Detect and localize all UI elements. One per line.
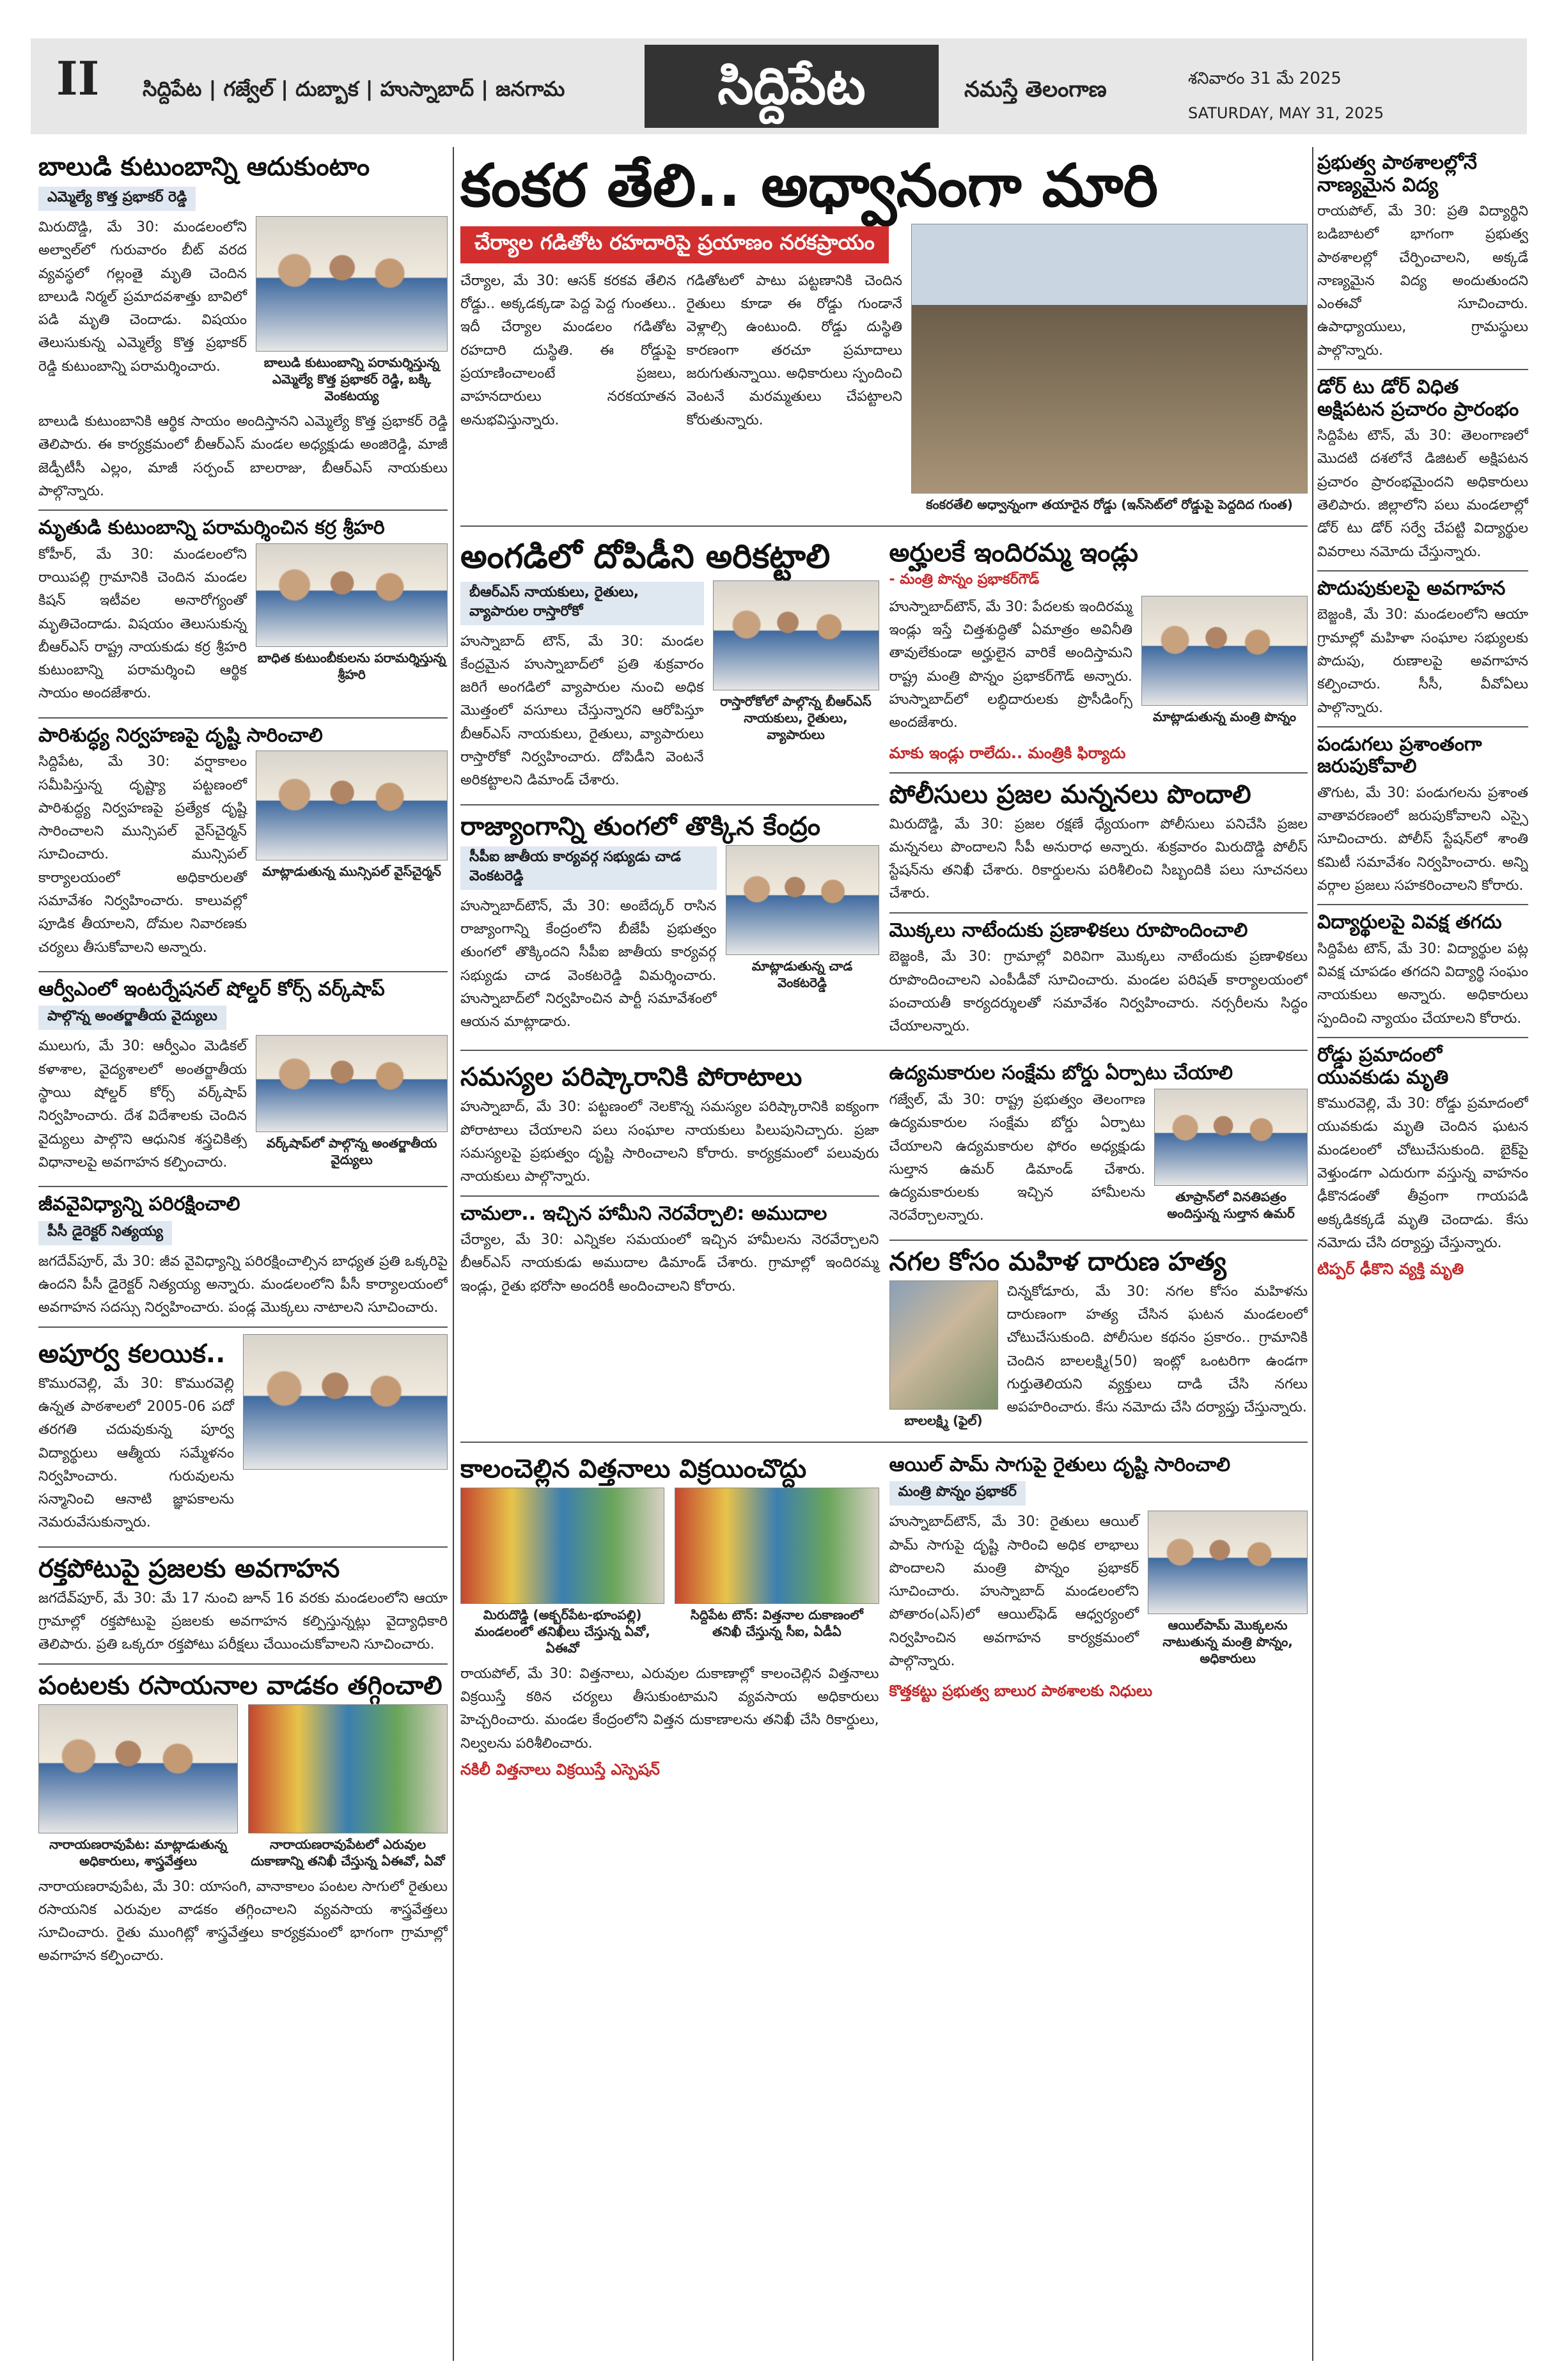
news-photo	[1154, 1089, 1308, 1186]
article	[460, 812, 879, 1039]
paper-name: నమస్తే తెలంగాణ	[964, 77, 1107, 102]
article-body: బాలుడి కుటుంబానికి ఆర్థిక సాయం అందిస్తానని ఎమ్మెల్యే కొత్త ప్రభాకర్ రెడ్డి తెలిపారు. ఈ కార్యక్రమంలో బీఆర్‌ఎస్ మండల అధ్యక్షుడు అంజిరెడ్డి, మాజీ జెడ్పీటీసీ ఎల్లం, మాజీ సర్పంచ్ బాలరాజు, బీఆర్‌ఎస్ నాయకులు పాల్గొన్నారు.	[38, 414, 448, 499]
sub-heading: టిప్పర్ ఢీకొని వ్యక్తి మృతి	[1317, 1260, 1464, 1279]
article	[889, 1062, 1308, 1233]
news-photo	[256, 751, 448, 860]
center-column	[460, 147, 1308, 2361]
sub-headline: చేర్యాల గడితోట రహదారిపై ప్రయాణం నరకప్రాయం	[460, 226, 889, 263]
news-photo	[256, 543, 448, 647]
article	[1317, 377, 1528, 564]
article-body: కోహీర్, మే 30: మండలంలోని రాయిపల్లి గ్రామానికి చెందిన మండల కిషన్ ఇటీవల అనారోగ్యంతో మృతిచెందాడు. విషయం తెలుసుకున్న బీఆర్‌ఎస్ రాష్ట్ర నాయకుడు కర్ర శ్రీహరి కుటుంబాన్ని పరామర్శించి ఆర్థిక సాయం అందజేశారు.	[38, 546, 247, 702]
news-photo	[675, 1488, 879, 1604]
news-photo	[460, 1488, 664, 1604]
headline: మొక్కలు నాటేందుకు ప్రణాళికలు రూపొందించాలి	[889, 919, 1248, 942]
date-english: SATURDAY, MAY 31, 2025	[1188, 104, 1384, 122]
headline: విద్యార్థులపై వివక్ష తగదు	[1317, 911, 1502, 934]
article-body: చిన్నకోడూరు, మే 30: నగల కోసం మహిళను దారుణంగా హత్య చేసిన ఘటన మండలంలో చోటుచేసుకుంది. పోలీసుల కథనం ప్రకారం.. గ్రామానికి చెందిన బాలలక్ష్మి(50) ఇంట్లో ఒంటరిగా ఉండగా గుర్తుతెలియని వ్యక్తులు దాడి చేసి నగలు అపహరించారు. కేసు నమోదు చేసి దర్యాప్తు చేస్తున్నారు.	[1006, 1283, 1308, 1416]
article-body: మిరుదొడ్డి, మే 30: ప్రజల రక్షణే ధ్యేయంగా పోలీసులు పనిచేసి ప్రజల మన్ననలు పొందాలని సీపీ అనురాధ అన్నారు. శుక్రవారం మిరుదొడ్డి పోలీస్ స్టేషన్‌ను తనిఖీ చేశారు. రికార్డులను పరిశీలించి సిబ్బందికి పలు సూచనలు చేశారు.	[889, 816, 1308, 902]
article-body: సిద్దిపేట టౌన్, మే 30: విద్యార్థుల పట్ల వివక్ష చూపడం తగదని విద్యార్థి సంఘం నాయకులు అన్నారు. అధికారులు స్పందించి న్యాయం చేయాలని కోరారు.	[1317, 940, 1528, 1027]
article-body: ములుగు, మే 30: ఆర్వీఎం మెడికల్ కళాశాల, వైద్యశాలలో అంతర్జాతీయ స్థాయి షోల్డర్ కోర్స్ వర్క్‌షాప్ నిర్వహించారు. దేశ విదేశాలకు చెందిన వైద్యులు పాల్గొని ఆధునిక శస్త్రచికిత్స విధానాలపై అవగాహన కల్పించారు.	[38, 1038, 247, 1171]
article-body: తొగుట, మే 30: పండుగలను ప్రశాంత వాతావరణంలో జరుపుకోవాలని ఎస్సై సూచించారు. పోలీస్ స్టేషన్‌లో శాంతి కమిటీ సమావేశం నిర్వహించారు. అన్ని వర్గాల ప్రజలు సహకరించాలని కోరారు.	[1317, 784, 1528, 894]
photo-caption: మాట్లాడుతున్న మున్సిపల్ వైస్‌చైర్మన్	[262, 864, 441, 880]
article	[889, 1247, 1308, 1435]
photo-caption: ఆయిల్‌పామ్ మొక్కలను నాటుతున్న మంత్రి పొన్నం, అధికారులు	[1162, 1617, 1293, 1667]
headline: అర్హులకే ఇందిరమ్మ ఇండ్లు	[889, 538, 1138, 568]
headline: ఉద్యమకారుల సంక్షేమ బోర్డు ఏర్పాటు చేయాలి	[889, 1062, 1233, 1085]
article-body: హుస్నాబాద్‌టౌన్, మే 30: పేదలకు ఇందిరమ్మ ఇండ్లు ఇస్తే చిత్తశుద్ధితో ఏమాత్రం అవినీతి తావులేకుండా అర్హులైన వారికే అందిస్తామని రాష్ట్ర మంత్రి పొన్నం ప్రభాకర్‌గౌడ్ అన్నారు. హుస్నాబాద్‌లో లబ్ధిదారులకు ప్రొసీడింగ్స్ అందజేశారు.	[889, 598, 1132, 731]
article	[460, 1203, 879, 1298]
photo-caption: వర్క్‌షాప్‌లో పాల్గొన్న అంతర్జాతీయ వైద్యులు	[266, 1135, 437, 1168]
lead-article	[460, 152, 1308, 519]
news-photo	[256, 216, 448, 352]
article-body: జగదేవ్‌పూర్, మే 30: మే 17 నుంచి జూన్ 16 వరకు మండలంలోని ఆయా గ్రామాల్లో రక్తపోటుపై ప్రజలకు అవగాహన కల్పిస్తున్నట్లు వైద్యాధికారి తెలిపారు. ప్రతి ఒక్కరూ రక్తపోటు పరీక్షలు చేయించుకోవాలని సూచించారు.	[38, 1590, 448, 1653]
headline: బాలుడి కుటుంబాన్ని ఆదుకుంటాం	[38, 152, 370, 182]
byline: పీసీ డైరెక్టర్ నిత్యయ్య	[38, 1221, 172, 1245]
headline: సమస్యల పరిష్కారానికి పోరాటాలు	[460, 1062, 802, 1093]
article	[889, 538, 1308, 766]
news-photo	[38, 1704, 238, 1833]
photo-caption: మాట్లాడుతున్న చాడ వెంకటరెడ్డి	[751, 958, 853, 990]
byline: పాల్గొన్న అంతర్జాతీయ వైద్యులు	[38, 1006, 226, 1030]
news-photo	[1148, 1511, 1308, 1614]
masthead	[31, 38, 1527, 134]
article	[460, 1454, 879, 1782]
headline: ప్రభుత్వ పాఠశాలల్లోనే నాణ్యమైన విద్య	[1317, 152, 1477, 196]
edition-title: సిద్దిపేట	[645, 45, 939, 128]
news-photo	[243, 1334, 448, 1470]
sub-heading: మాకు ఇండ్లు రాలేదు.. మంత్రికి ఫిర్యాదు	[889, 743, 1126, 762]
date-telugu: శనివారం 31 మే 2025	[1188, 69, 1342, 88]
photo-caption: బాలుడి కుటుంబాన్ని పరామర్శిస్తున్న ఎమ్మెల్యే కొత్త ప్రభాకర్ రెడ్డి, బక్కి వెంకటయ్య	[263, 355, 440, 403]
lead-photo	[911, 224, 1308, 494]
photo-caption: సిద్దిపేట టౌన్: విత్తనాల దుకాణంలో తనిఖీ చేస్తున్న సీఐ, ఏడీఏ	[690, 1606, 863, 1639]
headline: చామలా.. ఇచ్చిన హామీని నెరవేర్చాలి: అముదాల	[460, 1202, 827, 1225]
sub-heading: నకిలీ విత్తనాలు విక్రయిస్తే ఎస్పెషన్	[460, 1760, 660, 1778]
article	[38, 1554, 448, 1657]
article-body: నారాయణరావుపేట, మే 30: యాసంగి, వానాకాలం పంటల సాగులో రైతులు రసాయనిక ఎరువుల వాడకం తగ్గించాలని వ్యవసాయ శాస్త్రవేత్తలు సూచించారు. రైతు ముంగిట్లో శాస్త్రవేత్తలు కార్యక్రమంలో భాగంగా గ్రామాల్లో అవగాహన కల్పించారు.	[38, 1878, 448, 1964]
article-body: బెజ్జంకి, మే 30: గ్రామాల్లో విరివిగా మొక్కలు నాటేందుకు ప్రణాళికలు రూపొందించాలని ఎంపీడీవో సూచించారు. మండల పరిషత్ కార్యాలయంలో పంచాయతీ కార్యదర్శులతో సమావేశం నిర్వహించారు. నర్సరీలను సిద్ధం చేయాలన్నారు.	[889, 949, 1308, 1035]
article-body: కొమురవెల్లి, మే 30: రోడ్డు ప్రమాదంలో యువకుడు మృతి చెందిన ఘటన మండలంలో చోటుచేసుకుంది. బైక్‌పై వెళ్తుండగా ఎదురుగా వస్తున్న వాహనం ఢీకొనడంతో తీవ్రంగా గాయపడి అక్కడికక్కడే మృతి చెందాడు. కేసు నమోదు చేసి దర్యాప్తు చేస్తున్నారు.	[1317, 1096, 1528, 1251]
article	[38, 1334, 448, 1540]
headline: ఆయిల్ పామ్ సాగుపై రైతులు దృష్టి సారించాలి	[889, 1453, 1231, 1476]
article-body: హుస్నాబాద్, మే 30: పట్టణంలో నెలకొన్న సమస్యల పరిష్కారానికి ఐక్యంగా పోరాటాలు చేయాలని పలు సంఘాల నాయకులు పిలుపునిచ్చారు. ప్రజా సమస్యలపై ప్రభుత్వం దృష్టి సారించాలని కోరారు. కార్యక్రమంలో పలువురు నాయకులు పాల్గొన్నారు.	[460, 1099, 879, 1185]
byline: ఎమ్మెల్యే కొత్త ప్రభాకర్ రెడ్డి	[38, 187, 196, 211]
article	[460, 1062, 879, 1188]
headline: రక్తపోటుపై ప్రజలకు అవగాహన	[38, 1553, 340, 1583]
byline: - మంత్రి పొన్నం ప్రభాకర్‌గౌడ్	[889, 571, 1040, 587]
article	[1317, 912, 1528, 1031]
photo-caption: నారాయణరావుపేట: మాట్లాడుతున్న అధికారులు, శాస్త్రవేత్తలు	[49, 1836, 228, 1869]
headline: పోలీసులు ప్రజల మన్ననలు పొందాలి	[889, 779, 1251, 809]
article-body: సిద్దిపేట టౌన్, మే 30: తెలంగాణలో మొదటి దశలోనే డిజిటల్ అక్షిపటన ప్రచారం ప్రారంభమైందని అధికారులు తెలిపారు. జిల్లాలోని పలు మండలాల్లో డోర్ టు డోర్ సర్వే చేపట్టి విద్యార్థుల వివరాలు నమోదు చేస్తున్నారు.	[1317, 428, 1528, 560]
news-photo	[726, 845, 879, 955]
news-photo	[713, 580, 879, 690]
article	[1317, 152, 1528, 362]
photo-caption: మిరుదొడ్డి (అక్బర్‌పేట-భూంపల్లి) మండలంలో తనిఖీలు చేస్తున్న ఏవో, ఏఈవో	[474, 1606, 650, 1656]
article	[1317, 734, 1528, 898]
photo-caption: రాస్తారోకోలో పాల్గొన్న బీఆర్‌ఎస్ నాయకులు, రైతులు, వ్యాపారులు	[720, 693, 872, 742]
right-column	[1317, 147, 1528, 2361]
headline: మృతుడి కుటుంబాన్ని పరామర్శించిన కర్ర శ్రీహరి	[38, 517, 385, 540]
article-body: జగదేవ్‌పూర్, మే 30: జీవ వైవిధ్యాన్ని పరిరక్షించాల్సిన బాధ్యత ప్రతి ఒక్కరిపై ఉందని పీసీ డైరెక్టర్ నిత్యయ్య అన్నారు. మండలంలోని పీసీ కార్యాలయంలో అవగాహన సదస్సు నిర్వహించారు. పండ్ల మొక్కలు నాటాలని సూచించారు.	[38, 1253, 448, 1316]
article-body: రాయపోల్, మే 30: విత్తనాలు, ఎరువుల దుకాణాల్లో కాలంచెల్లిన విత్తనాలు విక్రయిస్తే కఠిన చర్యలు తీసుకుంటామని వ్యవసాయ అధికారులు హెచ్చరించారు. మండల కేంద్రంలోని విత్తన దుకాణాలను తనిఖీ చేసి రికార్డులు, నిల్వలను పరిశీలించారు.	[460, 1665, 879, 1752]
article-body: హుస్నాబాద్‌టౌన్, మే 30: అంబేద్కర్ రాసిన రాజ్యాంగాన్ని కేంద్రంలోని బీజేపీ ప్రభుత్వం తుంగలో తొక్కిందని సీపీఐ జాతీయ కార్యవర్గ సభ్యుడు చాడ వెంకటరెడ్డి విమర్శించారు. హుస్నాబాద్‌లో నిర్వహించిన పార్టీ సమావేశంలో ఆయన మాట్లాడారు.	[460, 898, 717, 1031]
article-body: కొమురవెల్లి, మే 30: కొమురవెల్లి ఉన్నత పాఠశాలలో 2005-06 పదో తరగతి చదువుకున్న పూర్వ విద్యార్థులు ఆత్మీయ సమ్మేళనం నిర్వహించారు. గురువులను సన్మానించి ఆనాటి జ్ఞాపకాలను నెమరువేసుకున్నారు.	[38, 1375, 234, 1531]
page-number: II	[56, 51, 100, 105]
headline: రోడ్డు ప్రమాదంలో యువకుడు మృతి	[1317, 1044, 1449, 1089]
edition-towns: సిద్దిపేట | గజ్వేల్ | దుబ్బాక | హుస్నాబాద్ | జనగామ	[143, 77, 565, 101]
photo-caption: బాధిత కుటుంబీకులను పరామర్శిస్తున్న శ్రీహరి	[257, 649, 446, 682]
sub-heading: కొత్తకట్టు ప్రభుత్వ బాలుర పాఠశాలకు నిధులు	[889, 1682, 1153, 1700]
article	[889, 780, 1308, 906]
headline: అంగడిలో దోపిడీని అరికట్టాలి	[460, 537, 831, 576]
byline: మంత్రి పొన్నం ప్రభాకర్	[889, 1481, 1026, 1505]
article-body: సిద్దిపేట, మే 30: వర్షాకాలం సమీపిస్తున్న దృష్ట్యా పట్టణంలో పారిశుద్ధ్య నిర్వహణపై ప్రత్యేక దృష్టి సారించాలని మున్సిపల్ వైస్‌చైర్మన్ సూచించారు. మున్సిపల్ కార్యాలయంలో అధికారులతో సమావేశం నిర్వహించారు. కాలువల్లో పూడిక తీయాలని, దోమల నివారణకు చర్యలు తీసుకోవాలని అన్నారు.	[38, 754, 247, 956]
headline: నగల కోసం మహిళ దారుణ హత్య	[889, 1247, 1226, 1277]
article	[889, 920, 1308, 1039]
photo-caption: కంకరతేలి అధ్వాన్నంగా తయారైన రోడ్డు (ఇన్‌సెట్‌లో రోడ్డుపై పెద్దదిద గుంత)	[926, 496, 1293, 512]
article	[1317, 1045, 1528, 1282]
headline: ఆర్వీఎంలో ఇంటర్నేషనల్ షోల్డర్ కోర్స్ వర్క్‌షాప్	[38, 977, 385, 1000]
article	[38, 979, 448, 1179]
article	[1317, 578, 1528, 720]
article-body: హుస్నాబాద్ టౌన్, మే 30: మండల కేంద్రమైన హుస్నాబాద్‌లో ప్రతి శుక్రవారం జరిగే అంగడిలో వ్యాపారుల నుంచి అధిక మొత్తంలో వసూలు చేస్తున్నారని ఆరోపిస్తూ బీఆర్‌ఎస్ నాయకులు, రైతులు, వ్యాపారులు రాస్తారోకో నిర్వహించారు. దోపిడీని వెంటనే అరికట్టాలని డిమాండ్ చేశారు.	[460, 633, 704, 789]
byline: సీపీఐ జాతీయ కార్యవర్గ సభ్యుడు చాడ వెంకటరెడ్డి	[460, 846, 717, 890]
article	[38, 725, 448, 965]
headline: పారిశుద్ధ్య నిర్వహణపై దృష్టి సారించాలి	[38, 724, 323, 747]
article-body: చేర్యాల, మే 30: ఎన్నికల సమయంలో ఇచ్చిన హామీలను నెరవేర్చాలని బీఆర్‌ఎస్ నాయకుడు అముదాల డిమాండ్ చేశారు. గ్రామాల్లో ఇందిరమ్మ ఇండ్లు, రైతు భరోసా అందరికీ అందించాలని కోరారు.	[460, 1232, 879, 1295]
news-photo	[256, 1035, 448, 1132]
article-body: బెజ్జంకి, మే 30: మండలంలోని ఆయా గ్రామాల్లో మహిళా సంఘాల సభ్యులకు పొదుపు, రుణాలపై అవగాహన కల్పించారు. సీసీ, వీవోఏలు పాల్గొన్నారు.	[1317, 607, 1528, 716]
article	[38, 1671, 448, 1968]
photo-caption: నారాయణరావుపేటలో ఎరువుల దుకాణాన్ని తనిఖీ చేస్తున్న ఏఈవో, ఏవో	[251, 1836, 445, 1869]
headline: పంటలకు రసాయనాల వాడకం తగ్గించాలి	[38, 1670, 442, 1700]
news-photo	[1141, 596, 1308, 706]
article	[38, 517, 448, 711]
article-body: మిరుదొడ్డి, మే 30: మండలంలోని అల్వాల్‌లో గురువారం బీట్ వరద వ్యవస్థలో గల్లంతై మృతి చెందిన బాలుడి నిర్మల్ ప్రమాదవశాత్తు బావిలో పడి మృతి చెందాడు. విషయం తెలుసుకున్న ఎమ్మెల్యే కొత్త ప్రభాకర్ రెడ్డి కుటుంబాన్ని పరామర్శించారు.	[38, 219, 247, 375]
photo-caption: మాట్లాడుతున్న మంత్రి పొన్నం	[1152, 708, 1297, 724]
headline: కాలంచెల్లిన విత్తనాలు విక్రయించొద్దు	[460, 1454, 807, 1484]
article-body: గజ్వేల్, మే 30: రాష్ట్ర ప్రభుత్వం తెలంగాణ ఉద్యమకారుల సంక్షేమ బోర్డు ఏర్పాటు చేయాలని ఉద్యమకారుల ఫోరం అధ్యక్షుడు సుల్తాన ఉమర్ డిమాండ్ చేశారు. ఉద్యమకారులకు ఇచ్చిన హామీలను నెరవేర్చాలన్నారు.	[889, 1091, 1145, 1224]
headline: పొదుపుకులపై అవగాహన	[1317, 577, 1506, 600]
article	[889, 1454, 1308, 1704]
article-body: రాయపోల్, మే 30: ప్రతి విద్యార్థిని బడిబాటలో భాగంగా ప్రభుత్వ పాఠశాలల్లో చేర్పించాలని, అక్కడే నాణ్యమైన విద్య అందుతుందని ఎంఈవో సూచించారు. ఉపాధ్యాయులు, గ్రామస్థులు పాల్గొన్నారు.	[1317, 203, 1528, 359]
article-body: గడితోటలో పాటు పట్టణానికి చెందిన రైతులు కూడా ఈ రోడ్డు గుండానే వెళ్లాల్సి ఉంటుంది. రోడ్డు దుస్థితి కారణంగా తరచూ ప్రమాదాలు జరుగుతున్నాయి. అధికారులు స్పందించి వెంటనే మరమ్మతులు చేపట్టాలని కోరుతున్నారు.	[686, 272, 902, 428]
headline: జీవవైవిధ్యాన్ని పరిరక్షించాలి	[38, 1193, 240, 1216]
portrait-photo	[889, 1280, 998, 1410]
column-divider	[453, 147, 454, 2361]
article	[38, 1194, 448, 1319]
headline: అపూర్వ కలయిక..	[38, 1339, 226, 1369]
headline: డోర్ టు డోర్ విధిత అక్షిపటన ప్రచారం ప్రారంభం	[1317, 376, 1519, 421]
article-body: హుస్నాబాద్‌టౌన్, మే 30: రైతులు ఆయిల్ పామ్ సాగుపై దృష్టి సారించి అధిక లాభాలు పొందాలని మంత్రి పొన్నం ప్రభాకర్ సూచించారు. హుస్నాబాద్ మండలంలోని పోతారం(ఎస్)లో ఆయిల్‌ఫెడ్ ఆధ్వర్యంలో నిర్వహించిన అవగాహన కార్యక్రమంలో పాల్గొన్నారు.	[889, 1514, 1139, 1670]
column-divider	[1312, 147, 1313, 2361]
article-body: చేర్యాల, మే 30: ఆసక్ కరకవ తేలిన రోడ్డు.. అక్కడక్కడా పెద్ద పెద్ద గుంతలు.. ఇదీ చేర్యాల మండలం గడితోట రహదారి దుస్థితి. ఈ రోడ్డుపై ప్రయాణించాలంటే ప్రజలు, వాహనదారులు నరకయాతన అనుభవిస్తున్నారు.	[460, 272, 677, 428]
left-column	[38, 147, 448, 2361]
headline: పండుగలు ప్రశాంతంగా జరుపుకోవాలి	[1317, 733, 1482, 778]
lead-headline: కంకర తేలి.. అధ్వానంగా మారి	[460, 152, 1159, 220]
photo-caption: తూప్రాన్‌లో వినతిపత్రం అందిస్తున్న సుల్తాన ఉమర్	[1167, 1188, 1295, 1221]
article	[460, 538, 879, 798]
byline: బీఆర్‌ఎస్ నాయకులు, రైతులు, వ్యాపారుల రాస్తారోకో	[460, 582, 704, 625]
photo-caption: బాలలక్ష్మి (ఫైల్)	[904, 1412, 983, 1428]
news-photo	[248, 1704, 448, 1833]
article	[38, 152, 448, 503]
headline: రాజ్యాంగాన్ని తుంగలో తొక్కిన కేంద్రం	[460, 811, 821, 841]
